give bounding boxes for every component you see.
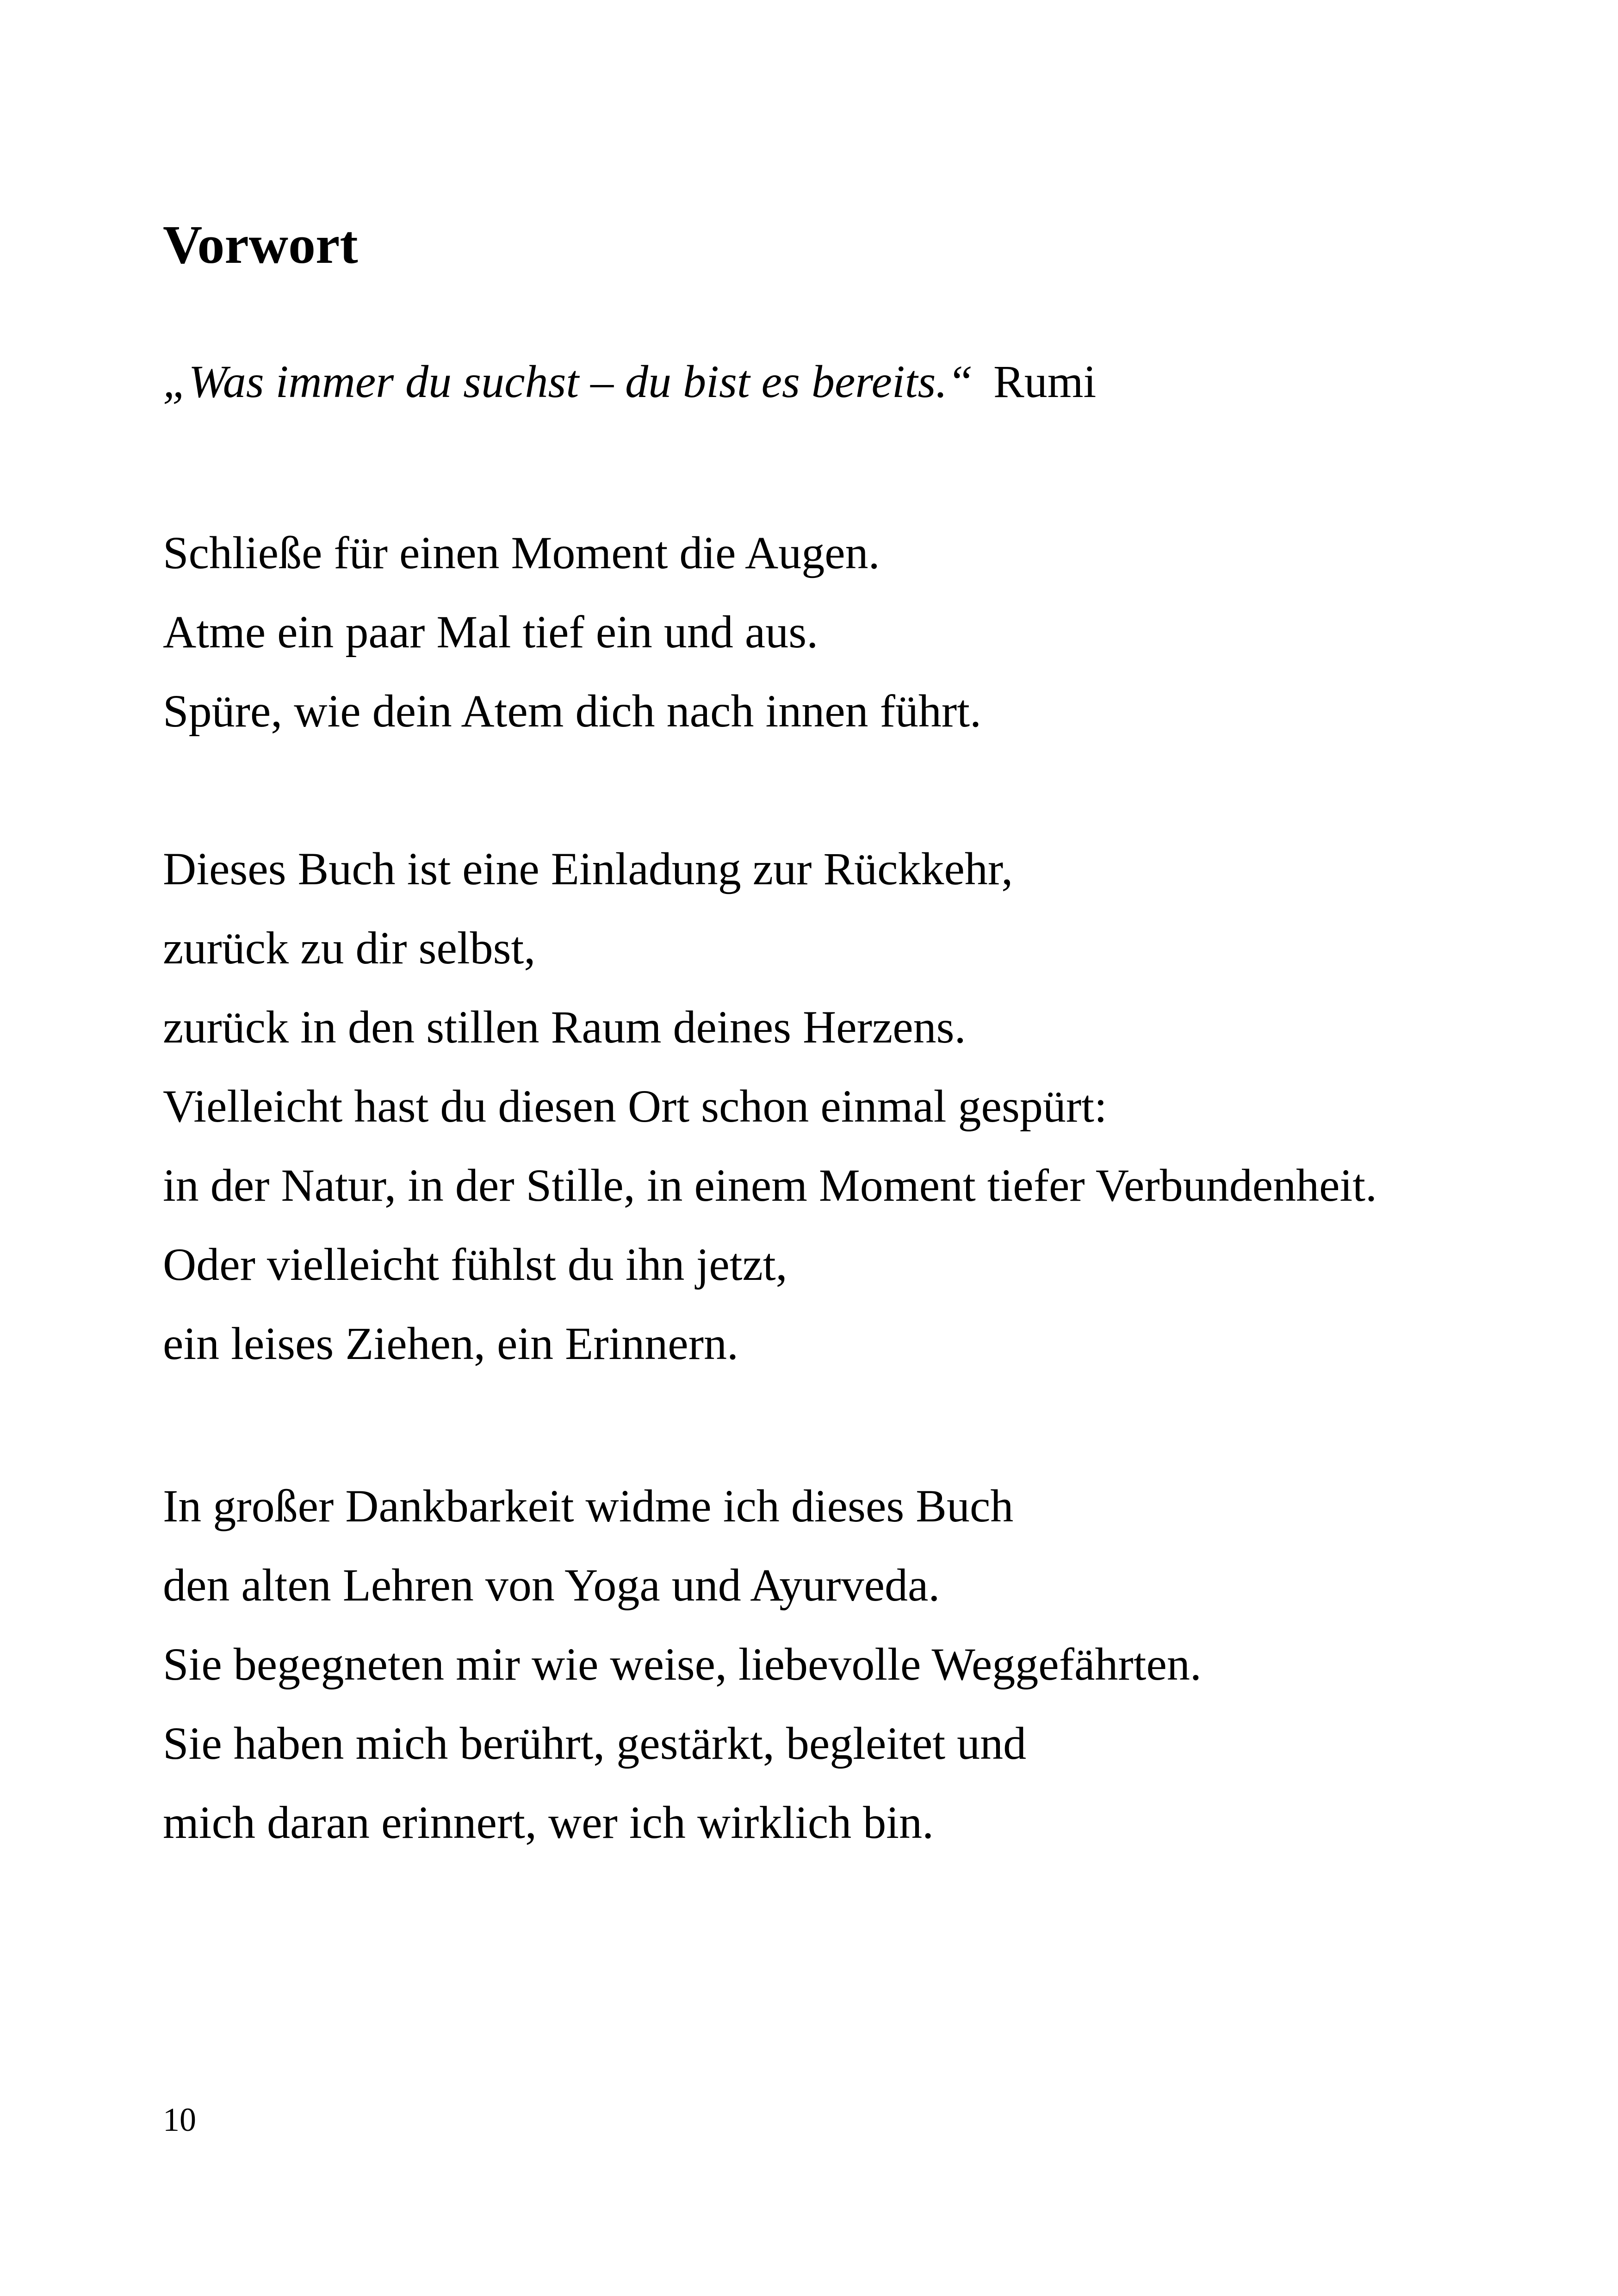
verse-line: ein leises Ziehen, ein Erinnern. xyxy=(163,1318,738,1369)
verse-line: Sie haben mich berührt, gestärkt, begleitet und xyxy=(163,1718,1027,1769)
verse-line: mich daran erinnert, wer ich wirklich bin. xyxy=(163,1797,934,1848)
verse-line: Schließe für einen Moment die Augen. xyxy=(163,527,880,578)
page-number: 10 xyxy=(163,2101,196,2138)
epigraph-quote: „Was immer du suchst – du bist es bereits.“ xyxy=(163,356,973,407)
verse-line: Dieses Buch ist eine Einladung zur Rückkehr, xyxy=(163,843,1013,894)
verse-line: Atme ein paar Mal tief ein und aus. xyxy=(163,606,818,658)
verse-line: Spüre, wie dein Atem dich nach innen führt. xyxy=(163,685,981,737)
epigraph-author: Rumi xyxy=(993,356,1097,407)
verse-line: Vielleicht hast du diesen Ort schon einmal gespürt: xyxy=(163,1080,1107,1132)
verse-line: zurück in den stillen Raum deines Herzens. xyxy=(163,1001,966,1053)
verse-line: In großer Dankbarkeit widme ich dieses Buch xyxy=(163,1480,1014,1532)
verse-line: den alten Lehren von Yoga und Ayurveda. xyxy=(163,1559,940,1611)
page-title: Vorwort xyxy=(163,214,358,275)
verse-line: Sie begegneten mir wie weise, liebevolle Weggefährten. xyxy=(163,1638,1202,1690)
verse-line: zurück zu dir selbst, xyxy=(163,922,536,974)
verse-line: in der Natur, in der Stille, in einem Moment tiefer Verbundenheit. xyxy=(163,1160,1377,1211)
verse-line: Oder vielleicht fühlst du ihn jetzt, xyxy=(163,1239,787,1290)
epigraph xyxy=(163,356,1097,407)
